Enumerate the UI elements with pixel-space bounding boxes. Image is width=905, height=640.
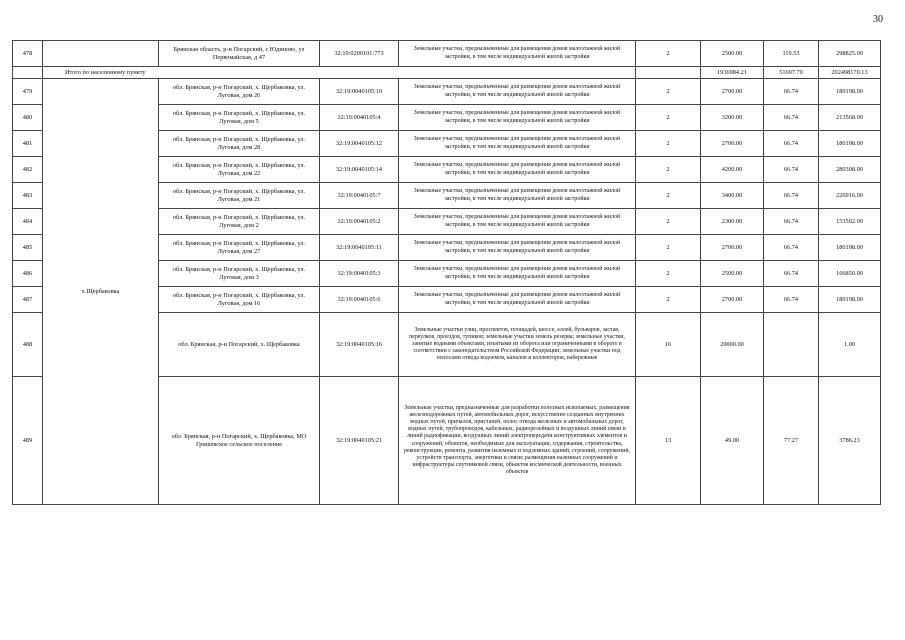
- cell-price: 119.53: [764, 41, 819, 67]
- cell-num: 484: [13, 209, 43, 235]
- cell-area: 2700.00: [701, 131, 764, 157]
- cell-description: Земельные участки, предназначенные для размещения домов малоэтажной жилой застройки, в том числе индивидуальной жилой застройки: [399, 261, 636, 287]
- register-body: [13, 41, 881, 505]
- cell-value: 153502.00: [819, 209, 881, 235]
- cell-value: 3786.23: [819, 377, 881, 505]
- cell-area: 2500.00: [701, 261, 764, 287]
- cell-description: Земельные участки, предназначенные для размещения домов малоэтажной жилой застройки, в том числе индивидуальной жилой застройки: [399, 235, 636, 261]
- cell-group: 2: [636, 41, 701, 67]
- empty-cell: [43, 41, 159, 67]
- cell-description: Земельные участки, предназначенные для размещения домов малоэтажной жилой застройки, в том числе индивидуальной жилой застройки: [399, 287, 636, 313]
- cell-area: 49.00: [701, 377, 764, 505]
- cell-description: Земельные участки, предназначенные для разработки полезных ископаемых, размещения железнодорожных путей, автомобильных дорог, искусственно созданных внутренних водных путей, причалов, пристаней, полос отвода железных и автомобильных дорог, водных путей, трубопроводов, кабельных, радиорелейных и воздушных линий связи и линий радиофикации, воздушных линий электропередачи конструктивных элементов и сооружений, объектов, необходимых для эксплуатации, содержания, строительства, реконструкции, ремонта, развития наземных и подземных зданий, строений, сооружений, устройств транспорта, энергетики и связи; размещения наземных сооружений и инфраструктуры спутниковой связи, объектов космической деятельности, военных объектов: [399, 377, 636, 505]
- cell-value: 180198.00: [819, 235, 881, 261]
- cell-address: обл. Брянская, р-н Погарский, х. Щербаковка, ул. Луговая, дом 27: [159, 235, 320, 261]
- cell-area: 20000.00: [701, 313, 764, 377]
- cell-price: 66.74: [764, 79, 819, 105]
- cell-value: 226916.00: [819, 183, 881, 209]
- cell-address: обл. Брянская, р-н Погарский, х. Щербаковка, ул. Луговая, дом 26: [159, 79, 320, 105]
- cell-value: 166850.00: [819, 261, 881, 287]
- cell-address: обл. Брянская, р-н Погарский, х. Щербаковка, ул. Луговая, дом 5: [159, 105, 320, 131]
- cell-address: Брянская область, р-н Погарский, с Юдиново, ул Первомайская, д 47: [159, 41, 320, 67]
- cell-area: 3200.00: [701, 105, 764, 131]
- cell-value: 180198.00: [819, 287, 881, 313]
- cell-address: обл. Брянская, р-н Погарский, х. Щербаковка, ул. Луговая, дом 21: [159, 183, 320, 209]
- cell-group: 13: [636, 377, 701, 505]
- cell-cadastre: 32:19:0040105:16: [320, 313, 399, 377]
- cell-description: Земельные участки, предназначенные для размещения домов малоэтажной жилой застройки, в том числе индивидуальной жилой застройки: [399, 183, 636, 209]
- cell-address: обл. Брянская, р-н Погарский, х. Щербаковка: [159, 313, 320, 377]
- cell-area: 2300.00: [701, 209, 764, 235]
- cell-cadastre: 32:19:0040105:12: [320, 131, 399, 157]
- cell-cadastre: 32:19:0040105:14: [320, 157, 399, 183]
- cell-price: 66.74: [764, 105, 819, 131]
- cell-area: 2700.00: [701, 235, 764, 261]
- cell-group: 2: [636, 209, 701, 235]
- cell-num: 482: [13, 157, 43, 183]
- cell-address: обл. Брянская, р-н Погарский, х. Щербаковка, ул. Луговая, дом 16: [159, 287, 320, 313]
- cell-value: 1.00: [819, 313, 881, 377]
- cell-area: 2700.00: [701, 287, 764, 313]
- cell-num: 481: [13, 131, 43, 157]
- cell-value: 180198.00: [819, 79, 881, 105]
- cell-description: Земельные участки, предназначенные для размещения домов малоэтажной жилой застройки, в том числе индивидуальной жилой застройки: [399, 209, 636, 235]
- cell-group: 2: [636, 105, 701, 131]
- cell-cadastre: 32:19:0040105:2: [320, 209, 399, 235]
- cell-description: Земельные участки, предназначенные для размещения домов малоэтажной жилой застройки, в том числе индивидуальной жилой застройки: [399, 105, 636, 131]
- subtotal-value: 202498170.13: [819, 67, 881, 79]
- cell-group: 2: [636, 235, 701, 261]
- cell-cadastre: 32:19:0040105:3: [320, 261, 399, 287]
- cell-num: 486: [13, 261, 43, 287]
- cell-cadastre: 32:19:0040105:4: [320, 105, 399, 131]
- cell-group: 16: [636, 313, 701, 377]
- cell-num: 487: [13, 287, 43, 313]
- cell-price: 66.74: [764, 183, 819, 209]
- cell-cadastre: 32:19:0040105:11: [320, 235, 399, 261]
- cell-description: Земельные участки, предназначенные для размещения домов малоэтажной жилой застройки, в том числе индивидуальной жилой застройки: [399, 79, 636, 105]
- cell-area: 4200.00: [701, 157, 764, 183]
- cell-num: 480: [13, 105, 43, 131]
- cell-group: 2: [636, 157, 701, 183]
- cell-price: [764, 313, 819, 377]
- cell-description: Земельные участки улиц, проспектов, площадей, шоссе, аллей, бульваров, застав, переулков, проездов, тупиков; земельные участки земель резерва; земельные участки, занятые водными объектами, изъятыми из оборота или ограниченными в обороте в соответствии с законодательством Российской Федерации; земельные участки под полосами отвода водоемов, каналов и коллекторов, набережные: [399, 313, 636, 377]
- cell-cadastre: 32:19:0040105:7: [320, 183, 399, 209]
- cell-group: 2: [636, 79, 701, 105]
- subtotal-price: 51697.79: [764, 67, 819, 79]
- cell-group: 2: [636, 261, 701, 287]
- cell-value: 213568.00: [819, 105, 881, 131]
- cell-group: 2: [636, 183, 701, 209]
- cell-num: 489: [13, 377, 43, 505]
- cell-cadastre: 32:19:0040105:21: [320, 377, 399, 505]
- empty-cell: [13, 67, 43, 79]
- empty-cell: [636, 67, 701, 79]
- subtotal-row: [13, 67, 881, 79]
- cell-area: 2500.00: [701, 41, 764, 67]
- cell-value: 298825.00: [819, 41, 881, 67]
- land-register-table: [12, 40, 881, 505]
- subtotal-label: Итого по населенному пункту: [43, 67, 636, 79]
- cell-price: 66.74: [764, 261, 819, 287]
- table-row: [13, 79, 881, 105]
- cell-cadastre: 32:19:0040105:10: [320, 79, 399, 105]
- cell-num: 483: [13, 183, 43, 209]
- cell-price: 66.74: [764, 235, 819, 261]
- cell-address: обл. Брянская, р-н Погарский, х. Щербаковка, ул. Луговая, дом 28: [159, 131, 320, 157]
- cell-description: Земельные участки, предназначенные для размещения домов малоэтажной жилой застройки, в том числе индивидуальной жилой застройки: [399, 131, 636, 157]
- cell-group: 2: [636, 131, 701, 157]
- cell-group: 2: [636, 287, 701, 313]
- cell-address: обл. Брянская, р-н Погарский, х. Щербаковка, ул. Луговая, дом 2: [159, 209, 320, 235]
- table-row: [13, 41, 881, 67]
- cell-price: 66.74: [764, 131, 819, 157]
- cell-description: Земельные участки, предназначенные для размещения домов малоэтажной жилой застройки, в том числе индивидуальной жилой застройки: [399, 157, 636, 183]
- cell-price: 77.27: [764, 377, 819, 505]
- cell-value: 180198.00: [819, 131, 881, 157]
- cell-area: 3400.00: [701, 183, 764, 209]
- cell-address: обл. Брянская, р-н Погарский, х. Щербаковка, ул. Луговая, дом 3: [159, 261, 320, 287]
- cell-area: 2700.00: [701, 79, 764, 105]
- cell-price: 66.74: [764, 287, 819, 313]
- subtotal-area: 1936984.21: [701, 67, 764, 79]
- cell-value: 280308.00: [819, 157, 881, 183]
- cell-address: обл. Брянская, р-н Погарский, х. Щербаковка, ул. Луговая, дом 22: [159, 157, 320, 183]
- cell-price: 66.74: [764, 209, 819, 235]
- locality-cell: х.Щербаковка: [43, 79, 159, 505]
- cell-num: 488: [13, 313, 43, 377]
- cell-num: 485: [13, 235, 43, 261]
- cell-address: обл. Брянская, р-н Погарский, х. Щербаковка, МО Гришевское сельское поселение: [159, 377, 320, 505]
- cell-cadastre: 32:19:0040105:6: [320, 287, 399, 313]
- cell-description: Земельные участки, предназначенные для размещения домов малоэтажной жилой застройки, в том числе индивидуальной жилой застройки: [399, 41, 636, 67]
- cell-num: 479: [13, 79, 43, 105]
- cell-price: 66.74: [764, 157, 819, 183]
- cell-cadastre: 32:19:0200101:773: [320, 41, 399, 67]
- page-number: 30: [873, 14, 883, 25]
- cell-num: 478: [13, 41, 43, 67]
